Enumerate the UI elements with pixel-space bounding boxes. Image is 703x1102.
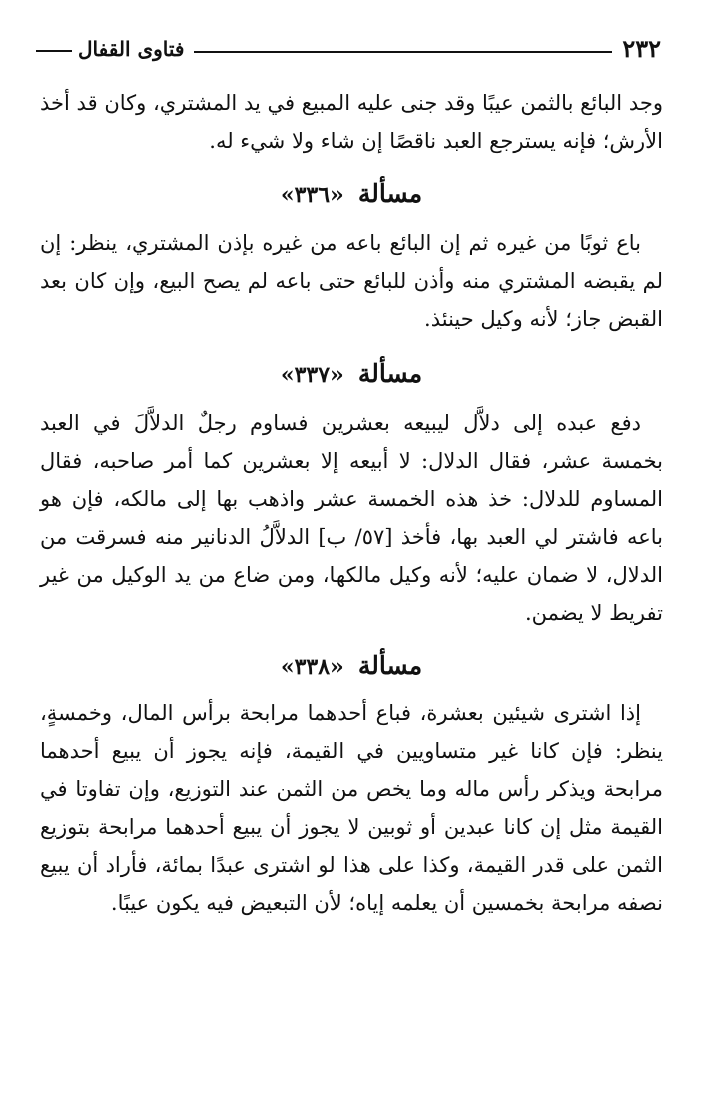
continuation-paragraph <box>40 84 663 160</box>
issue-text: إذا اشترى شيئين بعشرة، فباع أحدهما مرابحة برأس المال، وخمسةٍ، ينظر: فإن كانا غير متساويين في القيمة، فإنه يجوز أن يبيع أحدهما مرابحة ويذكر رأس ماله وما يخص من الثمن عند التوزيع، وإن تفاوتا في القيمة مثل إن كانا عبدين أو ثوبين لا يجوز أن يبيع أحدهما مرابحة بتوزيع الثمن على قدر القيمة، وكذا على هذا لو اشترى عبدًا بمائة، فأراد أن يبيع نصفه مرابحة بخمسين أن يعلمه إياه؛ لأن التبعيض فيه يكون عيبًا. <box>40 701 663 915</box>
issue-heading-336 <box>40 176 663 213</box>
issue-text: باع ثوبًا من غيره ثم إن البائع باعه من غيره بإذن المشتري، ينظر: إن لم يقبضه المشتري منه وأذن للبائع حتى باعه لم يصح البيع، وإن كان بعد القبض جاز؛ لأنه وكيل حينئذ. <box>40 231 663 331</box>
continuation-text: وجد البائع بالثمن عيبًا وقد جنى عليه المبيع في يد المشتري، وكان قد أخذ الأرش؛ فإنه يسترجع العبد ناقصًا إن شاء ولا شيء له. <box>40 91 663 153</box>
issue-heading-337 <box>40 356 663 393</box>
title-rule <box>36 50 72 52</box>
header-rule <box>194 51 612 53</box>
book-title <box>36 34 184 64</box>
issue-heading-number: «٣٣٧» <box>280 362 344 388</box>
book-title-text: فتاوى القفال <box>78 37 185 61</box>
issue-heading-338 <box>40 648 663 685</box>
issue-heading-word: مسألة <box>357 179 423 208</box>
issue-heading-word: مسألة <box>357 651 423 680</box>
issue-paragraph-337 <box>40 404 663 632</box>
issue-heading-number: «٣٣٨» <box>280 654 344 680</box>
issue-text: دفع عبده إلى دلاَّل ليبيعه بعشرين فساوم رجلٌ الدلاَّلَ في العبد بخمسة عشر، فقال الدلال: لا أبيعه إلا بعشرين كما أمر صاحبه، فقال المساوم للدلال: خذ هذه الخمسة عشر واذهب بها إلى مالكه، فإن هو باعه فاشتر لي العبد بها، فأخذ [٥٧/ ب] الدلاَّلُ الدنانير منه فسرقت من الدلال، لا ضمان عليه؛ لأنه وكيل مالكها، ومن ضاع من يد الوكيل من غير تفريط لا يضمن. <box>40 411 663 625</box>
issue-heading-number: «٣٣٦» <box>280 182 344 208</box>
running-header <box>36 34 661 64</box>
page-number: ٢٣٢ <box>622 34 661 63</box>
issue-heading-word: مسألة <box>357 359 423 388</box>
issue-paragraph-338 <box>40 694 663 922</box>
issue-paragraph-336 <box>40 224 663 338</box>
